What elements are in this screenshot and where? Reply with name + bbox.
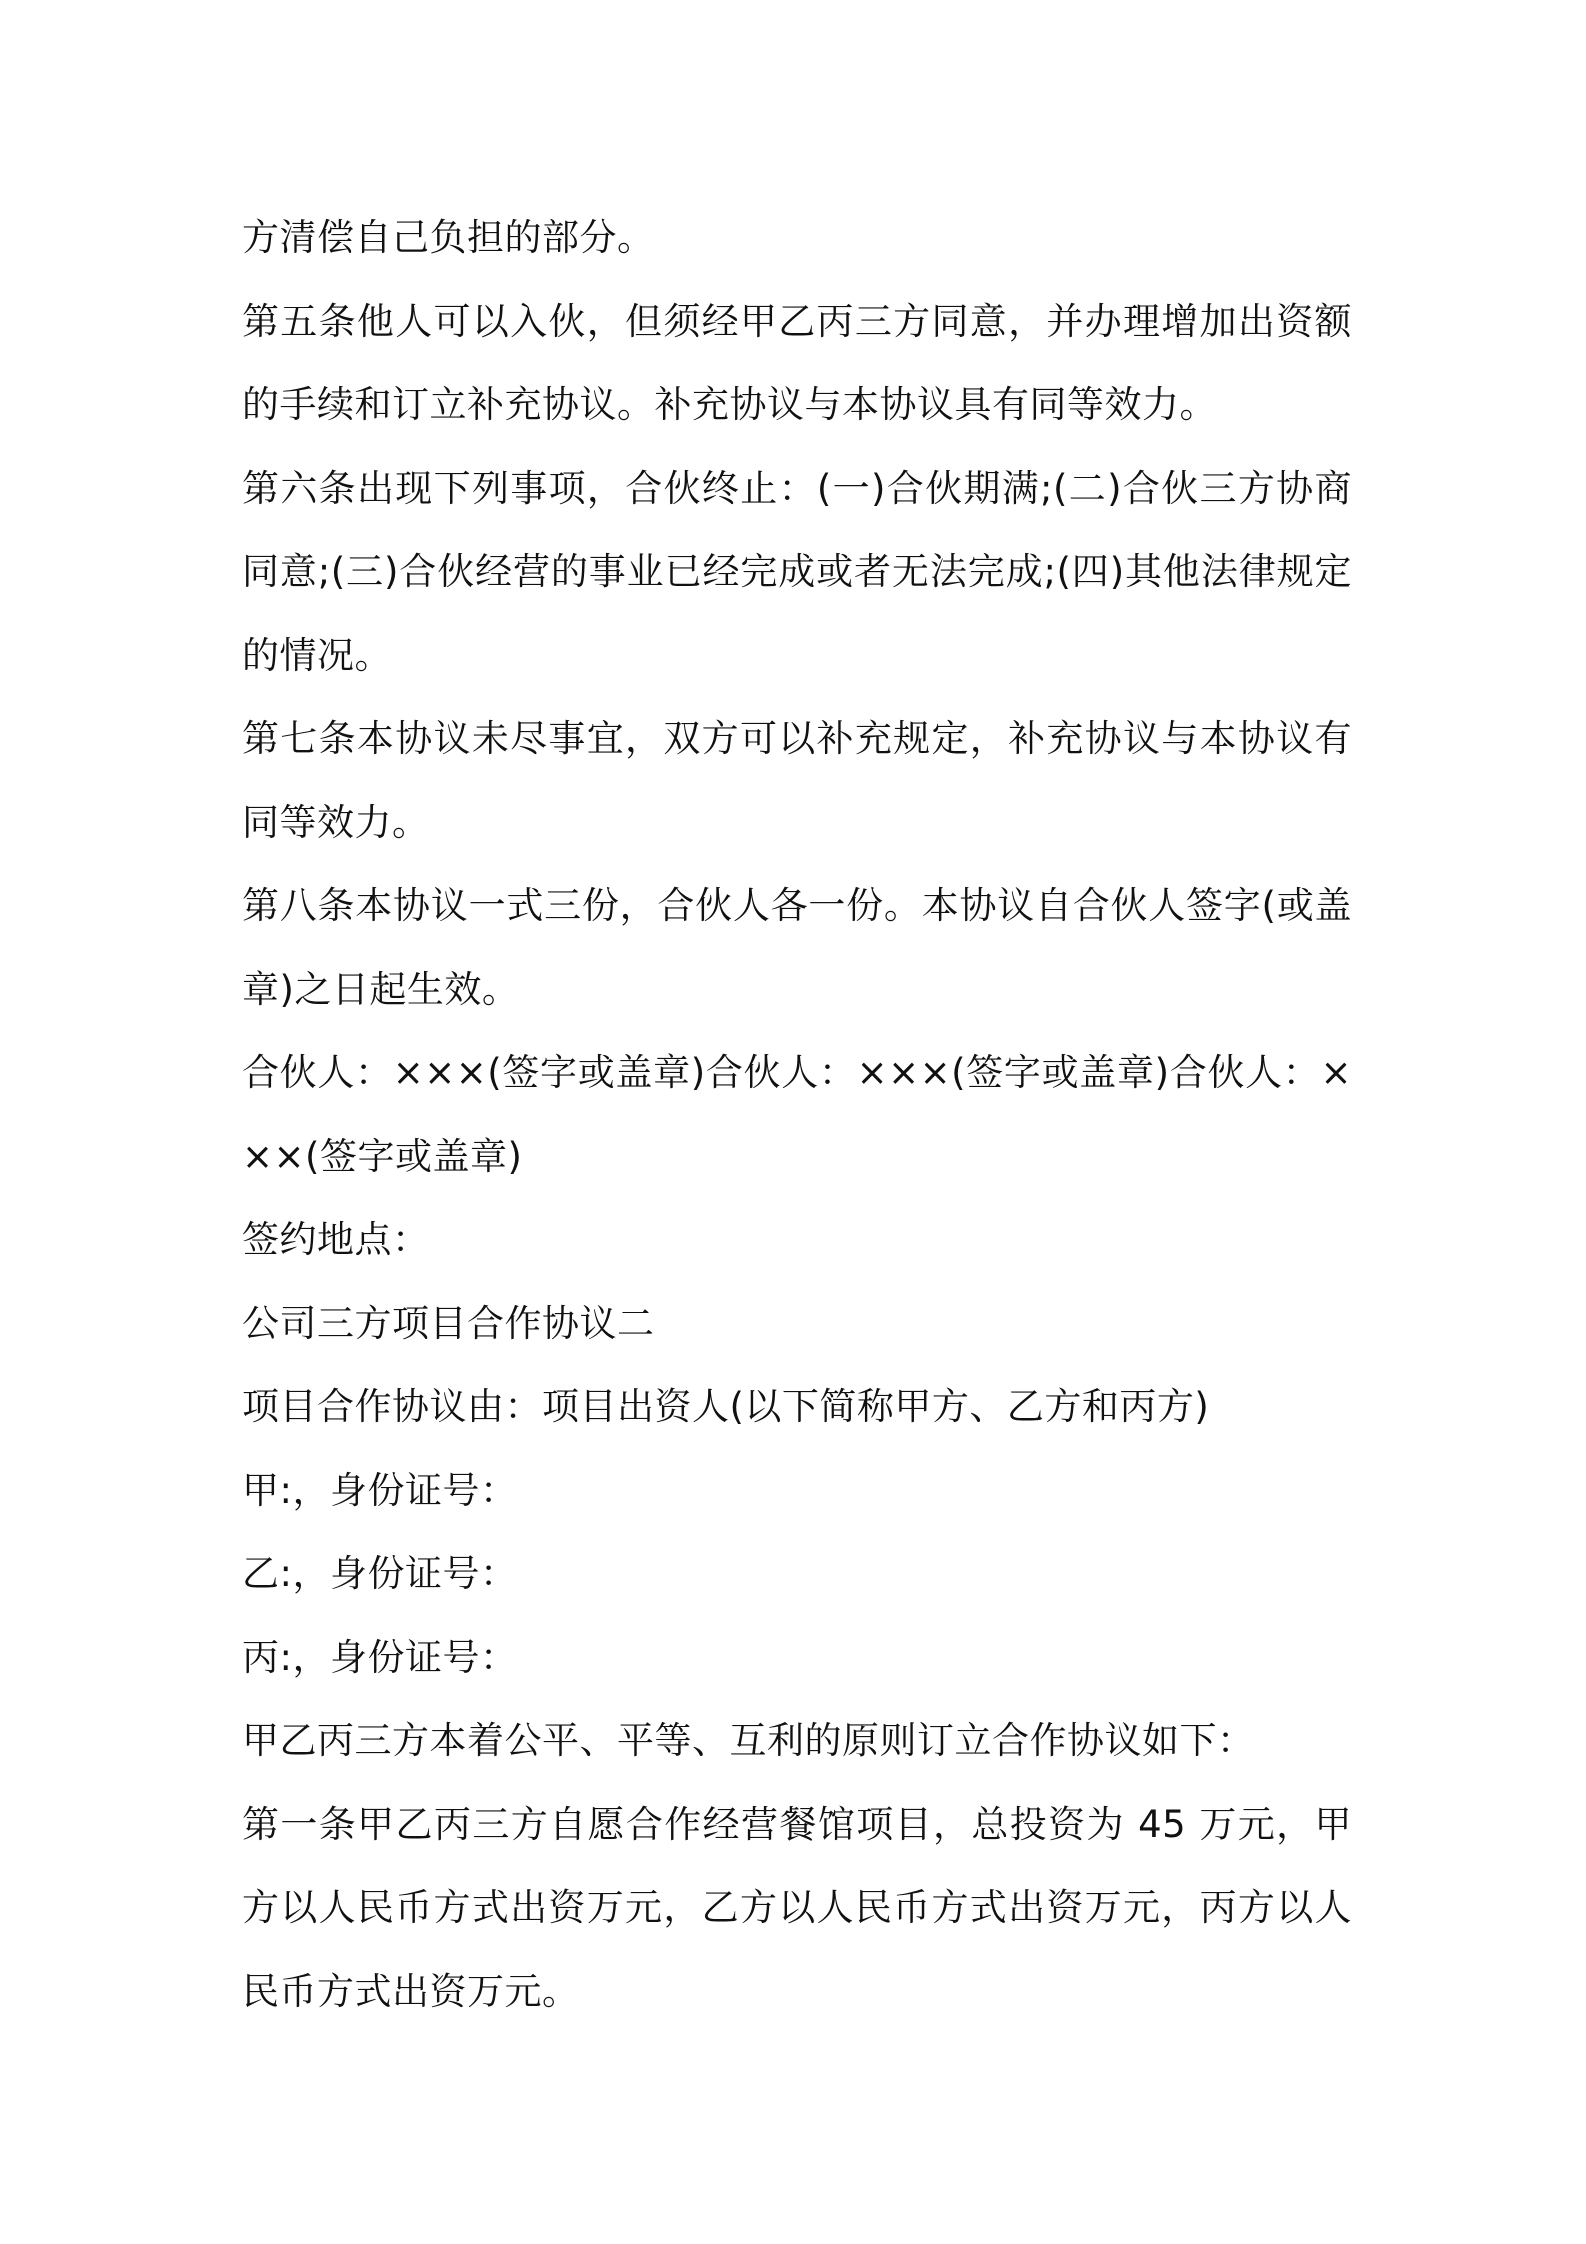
party-c-id: 丙:，身份证号： bbox=[242, 1635, 518, 1679]
clause-6: 第六条出现下列事项，合伙终止：(一)合伙期满;(二)合伙三方协商同意;(三)合伙经营的事业已经完成或者无法完成;(四)其他法律规定的情况。 bbox=[242, 466, 1352, 677]
signing-location: 签约地点： bbox=[242, 1218, 430, 1261]
document-body bbox=[242, 196, 1352, 2033]
clause-1: 第一条甲乙丙三方自愿合作经营餐馆项目，总投资为 45 万元，甲方以人民币方式出资万元，乙方以人民币方式出资万元，丙方以人民币方式出资万元。 bbox=[242, 1802, 1352, 2013]
agreement-preamble: 甲乙丙三方本着公平、平等、互利的原则订立合作协议如下： bbox=[242, 1719, 1255, 1762]
clause-5: 第五条他人可以入伙，但须经甲乙丙三方同意，并办理增加出资额的手续和订立补充协议。补充协议与本协议具有同等效力。 bbox=[242, 299, 1352, 426]
partner-signatures: 合伙人：×××(签字或盖章)合伙人：×××(签字或盖章)合伙人：×××(签字或盖章) bbox=[242, 1051, 1352, 1178]
clause-8: 第八条本协议一式三份，合伙人各一份。本协议自合伙人签字(或盖章)之日起生效。 bbox=[242, 884, 1352, 1011]
party-b-id: 乙:，身份证号： bbox=[242, 1552, 518, 1595]
agreement-title: 公司三方项目合作协议二 bbox=[242, 1301, 655, 1345]
clause-7: 第七条本协议未尽事宜，双方可以补充规定，补充协议与本协议有同等效力。 bbox=[242, 717, 1352, 844]
party-a-id: 甲:，身份证号： bbox=[242, 1468, 518, 1512]
paragraph-continuation: 方清偿自己负担的部分。 bbox=[242, 216, 655, 259]
agreement-parties: 项目合作协议由：项目出资人(以下简称甲方、乙方和丙方) bbox=[242, 1385, 1210, 1428]
